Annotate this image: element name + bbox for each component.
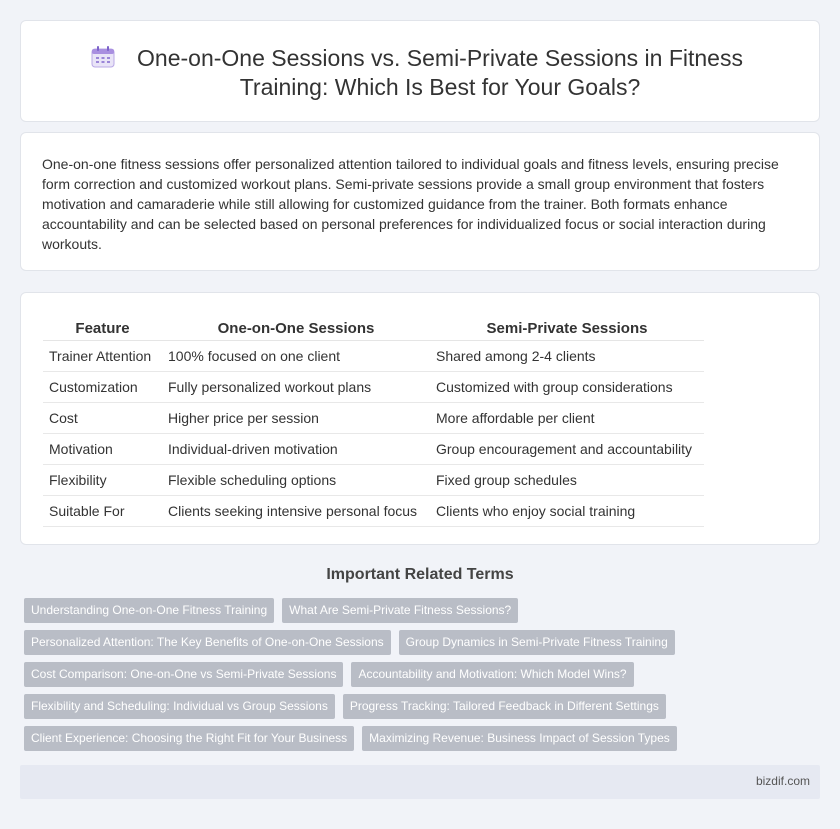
table-cell: Higher price per session [162,402,430,433]
table-cell: Trainer Attention [43,340,162,371]
table-cell: Individual-driven motivation [162,433,430,464]
table-cell: Customized with group considerations [430,371,704,402]
summary-card [20,132,820,271]
footer [20,765,820,799]
tag-row [24,598,824,630]
table-cell: Fixed group schedules [430,464,704,495]
table-cell: Customization [43,371,162,402]
title-card [20,20,820,122]
table-header-row [43,314,704,340]
table-cell: More affordable per client [430,402,704,433]
tag-row [24,694,824,726]
table-cell: 100% focused on one client [162,340,430,371]
related-term-link[interactable]: Flexibility and Scheduling: Individual vs Group Sessions [24,694,335,719]
table-header: One-on-One Sessions [162,314,430,340]
table-cell: Flexible scheduling options [162,464,430,495]
table-row [43,433,704,464]
tag-row [24,726,824,758]
related-term-link[interactable]: Group Dynamics in Semi-Private Fitness Training [399,630,675,655]
table-row [43,464,704,495]
related-term-link[interactable]: Maximizing Revenue: Business Impact of Session Types [362,726,677,751]
related-terms-list [24,598,824,758]
related-term-link[interactable]: Personalized Attention: The Key Benefits of One-on-One Sessions [24,630,391,655]
table-row [43,402,704,433]
table-row [43,371,704,402]
table-cell: Shared among 2-4 clients [430,340,704,371]
related-term-link[interactable]: Cost Comparison: One-on-One vs Semi-Private Sessions [24,662,343,687]
table-row [43,340,704,371]
table-cell: Clients seeking intensive personal focus [162,495,430,526]
table-row [43,495,704,526]
tag-row [24,662,824,694]
page-title: One-on-One Sessions vs. Semi-Private Sessions in Fitness Training: Which Is Best for Your Goals? [137,45,743,100]
comparison-table [43,314,704,527]
related-term-link[interactable]: Progress Tracking: Tailored Feedback in Different Settings [343,694,666,719]
comparison-table-card [20,292,820,545]
footer-site-link[interactable]: bizdif.com [755,774,810,788]
related-term-link[interactable]: Client Experience: Choosing the Right Fit for Your Business [24,726,354,751]
table-cell: Motivation [43,433,162,464]
table-cell: Clients who enjoy social training [430,495,704,526]
table-cell: Group encouragement and accountability [430,433,704,464]
related-term-link[interactable]: Accountability and Motivation: Which Model Wins? [351,662,633,687]
summary-text: One-on-one fitness sessions offer personalized attention tailored to individual goals and fitness levels, ensuring precise form correction and customized workout plans. Semi-private sessions provide a small group environment that fosters motivation and camaraderie while still allowing for customized guidance from the trainer. Both formats enhance accountability and can be selected based on personal preferences for individualized focus or social interaction during workouts. [42,156,779,252]
table-header: Semi-Private Sessions [430,314,704,340]
table-cell: Fully personalized workout plans [162,371,430,402]
related-terms-heading: Important Related Terms [326,566,514,583]
table-cell: Cost [43,402,162,433]
related-term-link[interactable]: What Are Semi-Private Fitness Sessions? [282,598,518,623]
related-term-link[interactable]: Understanding One-on-One Fitness Training [24,598,274,623]
tag-row [24,630,824,662]
table-cell: Suitable For [43,495,162,526]
table-cell: Flexibility [43,464,162,495]
table-header: Feature [43,314,162,340]
